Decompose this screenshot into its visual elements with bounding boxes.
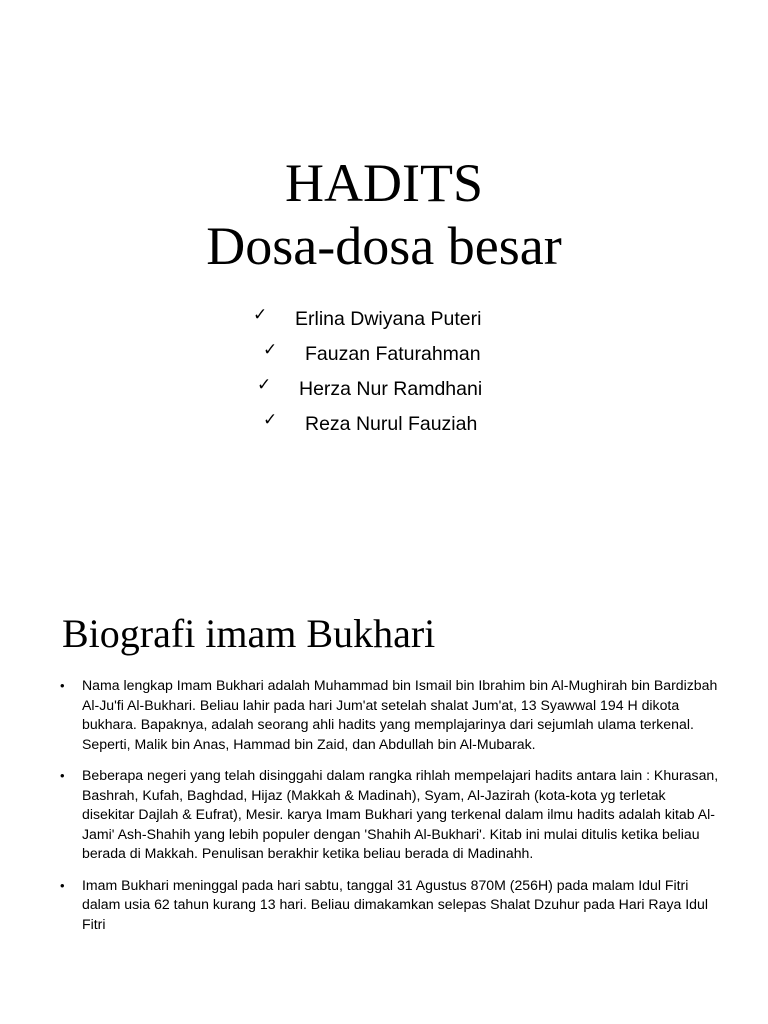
member-name: Erlina Dwiyana Puteri bbox=[295, 308, 482, 330]
checkmark-icon: ✓ bbox=[263, 410, 278, 430]
biography-title: Biografi imam Bukhari bbox=[62, 611, 436, 656]
title-line-1: HADITS bbox=[285, 153, 483, 213]
checkmark-icon: ✓ bbox=[257, 375, 272, 395]
member-item bbox=[0, 337, 768, 372]
bullet-text: Nama lengkap Imam Bukhari adalah Muhammad bin Ismail bin Ibrahim bin Al-Mughirah bin Bardizbah Al-Ju'fi Al-Bukhari. Beliau lahir pada hari Jum'at setelah shalat Jum'at, 13 Syawwal 194 H dikota bukhara. Bapaknya, adalah seorang ahli hadits yang memplajarinya dari sejumlah ulama terkenal. Seperti, Malik bin Anas, Hammad bin Zaid, dan Abdullah bin Al-Mubarak. bbox=[82, 677, 718, 752]
bullet-text: Beberapa negeri yang telah disinggahi dalam rangka rihlah mempelajari hadits antara lain : Khurasan, Bashrah, Kufah, Baghdad, Hijaz (Makkah & Madinah), Syam, Al-Jazirah (kota-kota yg terletak disekitar Dajlah & Eufrat), Mesir. karya Imam Bukhari yang terkenal dalam ilmu hadits adalah kitab Al-Jami' Ash-Shahih yang lebih populer dengan 'Shahih Al-Bukhari'. Kitab ini mulai ditulis ketika beliau berada di Makkah. Penulisan berakhir ketika beliau berada di Madinahh. bbox=[82, 767, 719, 861]
bullet-icon: • bbox=[60, 768, 65, 783]
bullet-item bbox=[60, 876, 720, 935]
biography-bullets bbox=[60, 676, 720, 946]
bullet-item bbox=[60, 676, 720, 754]
member-name: Reza Nurul Fauziah bbox=[305, 413, 478, 435]
member-item bbox=[0, 302, 768, 337]
slide-title bbox=[0, 152, 768, 278]
checkmark-icon: ✓ bbox=[263, 340, 278, 360]
biography-slide bbox=[0, 560, 768, 1024]
member-name: Fauzan Faturahman bbox=[305, 343, 481, 365]
bullet-icon: • bbox=[60, 877, 65, 893]
member-item bbox=[0, 372, 768, 407]
bullet-item bbox=[60, 766, 720, 864]
member-list bbox=[0, 302, 768, 442]
title-line-2: Dosa-dosa besar bbox=[206, 216, 562, 276]
member-item bbox=[0, 407, 768, 442]
bullet-icon: • bbox=[60, 678, 65, 693]
checkmark-icon: ✓ bbox=[253, 305, 268, 325]
member-name: Herza Nur Ramdhani bbox=[299, 378, 483, 400]
bullet-text: Imam Bukhari meninggal pada hari sabtu, tanggal 31 Agustus 870M (256H) pada malam Idul Fitri dalam usia 62 tahun kurang 13 hari. Beliau dimakamkan selepas Shalat Dzuhur pada Hari Raya Idul Fitri bbox=[82, 876, 708, 932]
